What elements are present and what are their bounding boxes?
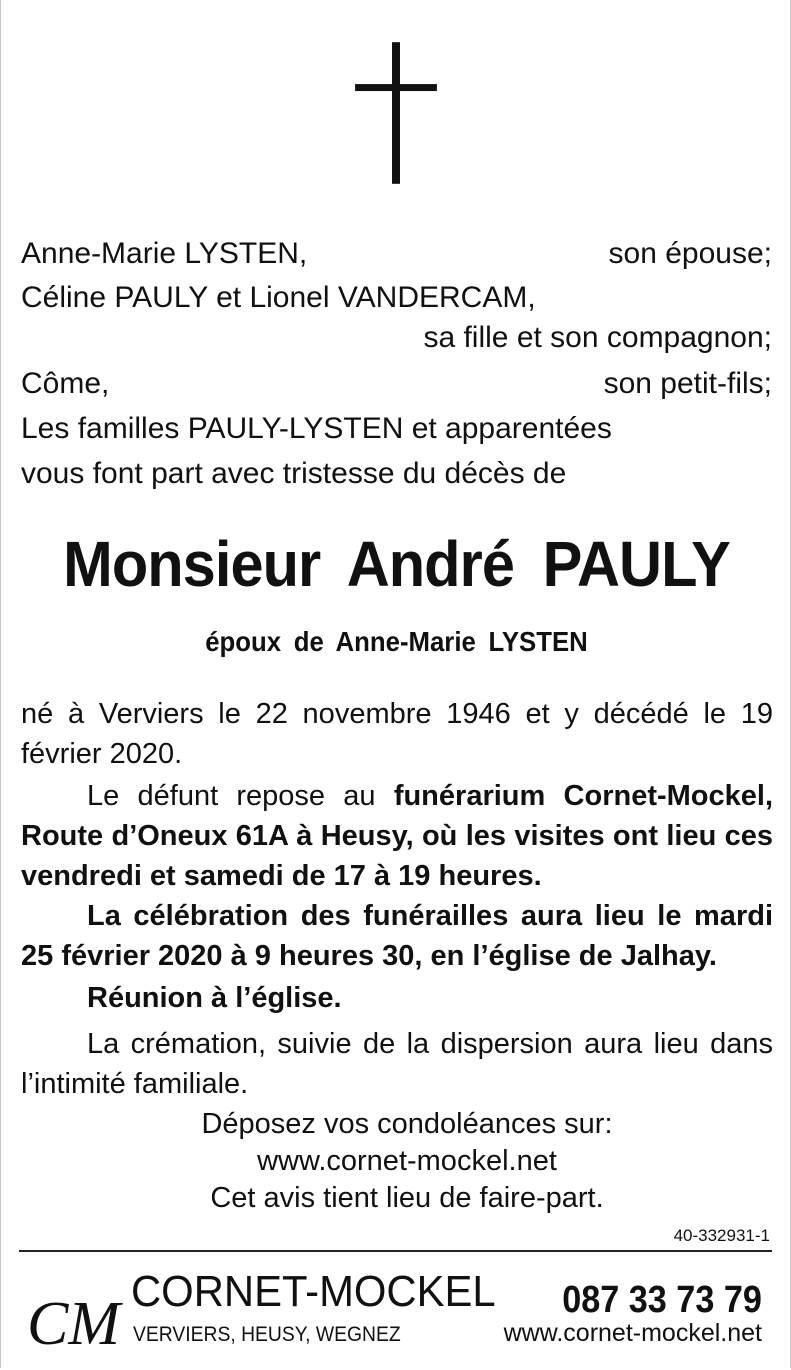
rest-paragraph xyxy=(21,776,773,896)
family-member-name: Anne-Marie LYSTEN, xyxy=(21,237,308,270)
ceremony-paragraph: La célébration des funérailles aura lieu le mardi 25 février 2020 à 9 heures 30, en l’église de Jalhay. xyxy=(21,900,773,972)
cremation-paragraph: La crémation, suivie de la dispersion aura lieu dans l’intimité familiale. xyxy=(21,1028,773,1100)
announcement-intro xyxy=(21,456,772,492)
condolences-block xyxy=(21,1106,791,1217)
families-text: Les familles PAULY-LYSTEN et apparentées xyxy=(21,412,612,445)
branch-locations: VERVIERS, HEUSY, WEGNEZ xyxy=(133,1323,401,1346)
family-relation: son épouse; xyxy=(608,237,772,270)
family-relation: son petit-fils; xyxy=(603,367,772,400)
brand-name: CORNET-MOCKEL xyxy=(131,1267,496,1316)
condolences-text: Déposez vos condoléances sur: xyxy=(201,1108,613,1140)
notice-disclaimer: Cet avis tient lieu de faire-part. xyxy=(210,1182,604,1214)
family-relation: sa fille et son compagnon; xyxy=(423,321,772,354)
family-line-spouse xyxy=(21,236,772,272)
birth-death-paragraph: né à Verviers le 22 novembre 1946 et y décédé le 19 février 2020. xyxy=(21,698,773,770)
family-line-daughter-relation xyxy=(21,320,772,356)
footer-website-link[interactable]: www.cornet-mockel.net xyxy=(503,1319,762,1347)
cross-icon xyxy=(1,40,790,186)
family-line-families xyxy=(21,411,772,447)
cornet-mockel-logo xyxy=(23,1262,123,1362)
phone-number[interactable]: 087 33 73 79 xyxy=(562,1279,762,1321)
family-line-grandson xyxy=(21,366,772,402)
rest-location: funérarium Cornet-Mockel, Route d’Oneux 61A à Heusy, où les visites ont lieu ces vendredi et samedi de 17 à 19 heures. xyxy=(21,780,774,892)
deceased-name: Monsieur André PAULY xyxy=(63,528,730,600)
family-member-name: Céline PAULY et Lionel VANDERCAM, xyxy=(21,281,536,314)
family-member-name: Côme, xyxy=(21,367,110,400)
svg-text:CM: CM xyxy=(27,1290,120,1358)
intro-text: vous font part avec tristesse du décès de xyxy=(21,457,567,490)
meeting-paragraph: Réunion à l’église. xyxy=(87,982,342,1014)
footer-divider xyxy=(19,1250,772,1252)
spouse-line: époux de Anne-Marie LYSTEN xyxy=(205,626,588,657)
rest-intro: Le défunt repose au xyxy=(87,780,394,812)
reference-number: 40-332931-1 xyxy=(673,1226,770,1245)
family-line-daughter xyxy=(21,280,772,316)
condolences-link[interactable]: www.cornet-mockel.net xyxy=(257,1145,557,1177)
